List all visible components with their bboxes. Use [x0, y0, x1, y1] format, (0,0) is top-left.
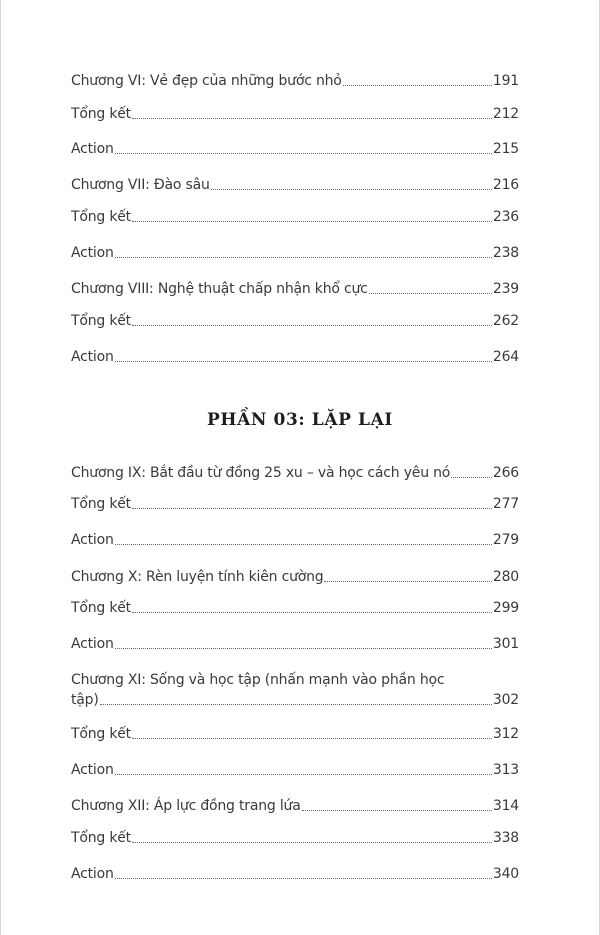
toc-entry-chapter-6[interactable] [71, 71, 519, 91]
toc-entry-title: Tổng kết [71, 600, 131, 616]
toc-entry-page: 279 [492, 532, 519, 548]
toc-entry-summary[interactable] [71, 598, 519, 618]
toc-entry-title: Tổng kết [71, 209, 131, 225]
dot-leader [132, 842, 492, 843]
toc-entry-title: Chương VI: Vẻ đẹp của những bước nhỏ [71, 73, 342, 89]
dot-leader [211, 189, 492, 190]
toc-entry-page: 301 [492, 636, 519, 652]
toc-entry-action[interactable] [71, 347, 519, 367]
toc-entry-summary[interactable] [71, 828, 519, 848]
toc-entry-page: 313 [492, 762, 519, 778]
dot-leader [115, 361, 492, 362]
toc-entry-title: Action [71, 245, 114, 261]
toc-entry-title: Action [71, 762, 114, 778]
toc-entry-page: 277 [492, 496, 519, 512]
dot-leader [132, 738, 492, 739]
toc-entry-page: 302 [492, 692, 519, 708]
toc-entry-title-line-1: Chương XI: Sống và học tập (nhấn mạnh vào phần học [71, 672, 445, 688]
toc-entry-page: 212 [492, 106, 519, 122]
toc-entry-summary[interactable] [71, 724, 519, 744]
dot-leader [132, 508, 492, 509]
toc-entry-page: 238 [492, 245, 519, 261]
page-edge-left [0, 0, 1, 935]
toc-entry-page: 314 [492, 798, 519, 814]
toc-entry-page: 312 [492, 726, 519, 742]
toc-entry-summary[interactable] [71, 494, 519, 514]
dot-leader [115, 878, 492, 879]
toc-entry-title: Tổng kết [71, 313, 131, 329]
toc-entry-chapter-8[interactable] [71, 279, 519, 299]
toc-entry-title: Tổng kết [71, 830, 131, 846]
dot-leader [115, 544, 492, 545]
dot-leader [115, 774, 492, 775]
toc-entry-page: 215 [492, 141, 519, 157]
toc-entry-title: Tổng kết [71, 726, 131, 742]
toc-entry-page: 340 [492, 866, 519, 882]
dot-leader [115, 257, 492, 258]
toc-entry-action[interactable] [71, 139, 519, 159]
dot-leader [115, 648, 492, 649]
toc-entry-title: Chương VII: Đào sâu [71, 177, 210, 193]
toc-entry-title: Chương VIII: Nghệ thuật chấp nhận khổ cực [71, 281, 368, 297]
toc-entry-title: Action [71, 866, 114, 882]
toc-entry-title: Tổng kết [71, 106, 131, 122]
dot-leader [132, 325, 492, 326]
toc-entry-title: Chương IX: Bắt đầu từ đồng 25 xu – và học cách yêu nó [71, 465, 451, 481]
toc-entry-action[interactable] [71, 530, 519, 550]
toc-entry-page: 262 [492, 313, 519, 329]
toc-entry-action[interactable] [71, 760, 519, 780]
dot-leader [132, 612, 492, 613]
toc-entry-chapter-10[interactable] [71, 567, 519, 587]
dot-leader [324, 581, 491, 582]
toc-entry-chapter-9[interactable] [71, 463, 519, 483]
toc-entry-page: 280 [492, 569, 519, 585]
toc-entry-page: 191 [492, 73, 519, 89]
section-heading: PHẦN 03: LẶP LẠI [207, 410, 393, 430]
toc-entry-page: 236 [492, 209, 519, 225]
dot-leader [132, 118, 492, 119]
toc-entry-title: Chương X: Rèn luyện tính kiên cường [71, 569, 324, 585]
toc-entry-page: 266 [492, 465, 519, 481]
toc-entry-page: 264 [492, 349, 519, 365]
dot-leader [115, 153, 492, 154]
toc-entry-summary[interactable] [71, 207, 519, 227]
toc-entry-page: 216 [492, 177, 519, 193]
toc-entry-title: Action [71, 532, 114, 548]
dot-leader [343, 85, 492, 86]
toc-entry-summary[interactable] [71, 311, 519, 331]
toc-entry-summary[interactable] [71, 104, 519, 124]
toc-entry-page: 338 [492, 830, 519, 846]
dot-leader [302, 810, 492, 811]
toc-entry-title-line-2-row [71, 690, 519, 710]
toc-entry-action[interactable] [71, 864, 519, 884]
toc-entry-page: 239 [492, 281, 519, 297]
toc-entry-title: Tổng kết [71, 496, 131, 512]
toc-entry-chapter-7[interactable] [71, 175, 519, 195]
toc-entry-title: Action [71, 349, 114, 365]
toc-entry-title: Action [71, 141, 114, 157]
dot-leader [132, 221, 492, 222]
toc-entry-chapter-11[interactable] [71, 670, 519, 710]
toc-entry-title: Chương XII: Áp lực đồng trang lứa [71, 798, 301, 814]
dot-leader [369, 293, 492, 294]
dot-leader [100, 704, 492, 705]
toc-entry-title: Action [71, 636, 114, 652]
dot-leader [451, 477, 492, 478]
toc-entry-chapter-12[interactable] [71, 796, 519, 816]
toc-entry-action[interactable] [71, 634, 519, 654]
toc-entry-action[interactable] [71, 243, 519, 263]
toc-entry-page: 299 [492, 600, 519, 616]
toc-entry-title-line-2: tập) [71, 692, 99, 708]
